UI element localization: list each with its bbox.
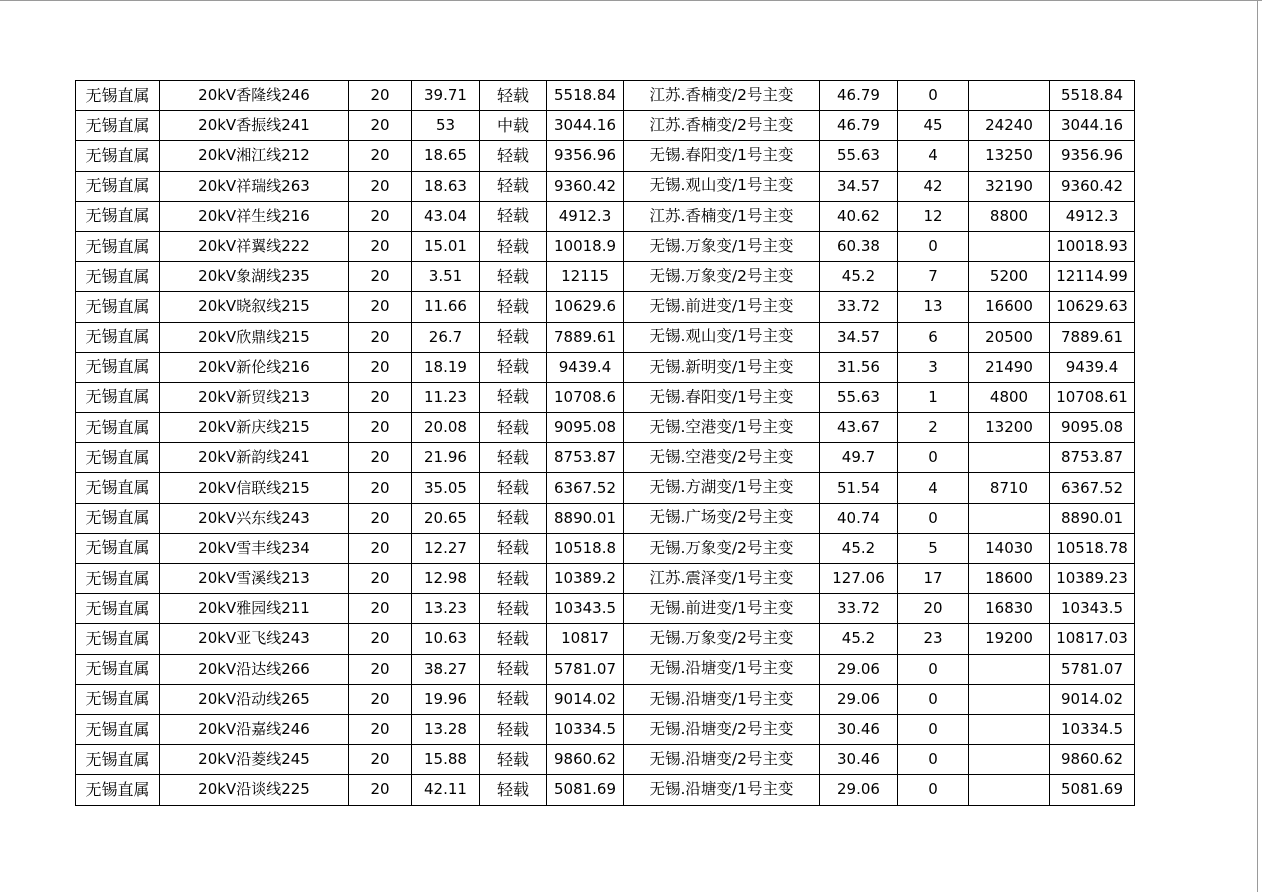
cell-load-rate: 15.01 bbox=[412, 231, 480, 261]
cell-allocated bbox=[969, 503, 1050, 533]
cell-remaining: 9439.4 bbox=[1050, 352, 1135, 382]
cell-voltage: 20 bbox=[349, 171, 412, 201]
cell-transformer: 无锡.万象变/1号主变 bbox=[624, 231, 820, 261]
cell-transformer-load-rate: 45.2 bbox=[820, 262, 898, 292]
cell-load-rate: 11.66 bbox=[412, 292, 480, 322]
cell-voltage: 20 bbox=[349, 81, 412, 111]
cell-load-rate: 53 bbox=[412, 111, 480, 141]
cell-load-rate: 12.98 bbox=[412, 564, 480, 594]
cell-remaining: 5081.69 bbox=[1050, 775, 1135, 805]
table-row bbox=[76, 81, 1135, 111]
cell-count: 4 bbox=[898, 141, 969, 171]
cell-count: 1 bbox=[898, 382, 969, 412]
cell-voltage: 20 bbox=[349, 654, 412, 684]
cell-line-name: 20kV雪丰线234 bbox=[160, 533, 349, 563]
table-row bbox=[76, 473, 1135, 503]
cell-unit: 无锡直属 bbox=[76, 413, 160, 443]
cell-transformer: 江苏.香楠变/2号主变 bbox=[624, 81, 820, 111]
cell-capacity: 10817 bbox=[547, 624, 624, 654]
cell-line-name: 20kV沿嘉线246 bbox=[160, 714, 349, 744]
cell-line-name: 20kV祥翼线222 bbox=[160, 231, 349, 261]
cell-capacity: 10334.5 bbox=[547, 714, 624, 744]
cell-transformer: 无锡.万象变/2号主变 bbox=[624, 624, 820, 654]
cell-line-name: 20kV沿动线265 bbox=[160, 684, 349, 714]
cell-transformer-load-rate: 46.79 bbox=[820, 111, 898, 141]
cell-unit: 无锡直属 bbox=[76, 382, 160, 412]
cell-transformer-load-rate: 45.2 bbox=[820, 533, 898, 563]
cell-remaining: 5518.84 bbox=[1050, 81, 1135, 111]
cell-line-name: 20kV祥生线216 bbox=[160, 201, 349, 231]
cell-count: 0 bbox=[898, 443, 969, 473]
cell-capacity: 9860.62 bbox=[547, 745, 624, 775]
cell-capacity: 10629.6 bbox=[547, 292, 624, 322]
cell-unit: 无锡直属 bbox=[76, 171, 160, 201]
cell-count: 0 bbox=[898, 231, 969, 261]
table-row bbox=[76, 714, 1135, 744]
cell-voltage: 20 bbox=[349, 352, 412, 382]
cell-allocated bbox=[969, 745, 1050, 775]
cell-transformer: 无锡.沿塘变/1号主变 bbox=[624, 775, 820, 805]
cell-remaining: 6367.52 bbox=[1050, 473, 1135, 503]
cell-unit: 无锡直属 bbox=[76, 201, 160, 231]
cell-allocated: 16600 bbox=[969, 292, 1050, 322]
cell-load-rate: 20.65 bbox=[412, 503, 480, 533]
cell-voltage: 20 bbox=[349, 413, 412, 443]
cell-capacity: 10708.6 bbox=[547, 382, 624, 412]
cell-allocated bbox=[969, 684, 1050, 714]
cell-unit: 无锡直属 bbox=[76, 141, 160, 171]
cell-transformer-load-rate: 31.56 bbox=[820, 352, 898, 382]
cell-load-status: 轻载 bbox=[480, 81, 547, 111]
cell-transformer: 无锡.空港变/2号主变 bbox=[624, 443, 820, 473]
table-row bbox=[76, 745, 1135, 775]
cell-capacity: 10343.5 bbox=[547, 594, 624, 624]
cell-allocated: 5200 bbox=[969, 262, 1050, 292]
cell-remaining: 9095.08 bbox=[1050, 413, 1135, 443]
cell-transformer: 无锡.春阳变/1号主变 bbox=[624, 141, 820, 171]
cell-allocated bbox=[969, 654, 1050, 684]
cell-load-rate: 42.11 bbox=[412, 775, 480, 805]
table-row bbox=[76, 322, 1135, 352]
cell-remaining: 10334.5 bbox=[1050, 714, 1135, 744]
cell-load-rate: 21.96 bbox=[412, 443, 480, 473]
cell-line-name: 20kV沿谈线225 bbox=[160, 775, 349, 805]
table-row bbox=[76, 352, 1135, 382]
cell-capacity: 9095.08 bbox=[547, 413, 624, 443]
cell-capacity: 10518.8 bbox=[547, 533, 624, 563]
cell-remaining: 10817.03 bbox=[1050, 624, 1135, 654]
cell-count: 0 bbox=[898, 654, 969, 684]
cell-line-name: 20kV象湖线235 bbox=[160, 262, 349, 292]
cell-load-rate: 12.27 bbox=[412, 533, 480, 563]
cell-capacity: 8753.87 bbox=[547, 443, 624, 473]
cell-line-name: 20kV雪溪线213 bbox=[160, 564, 349, 594]
cell-transformer: 无锡.沿塘变/2号主变 bbox=[624, 745, 820, 775]
cell-count: 0 bbox=[898, 81, 969, 111]
cell-unit: 无锡直属 bbox=[76, 775, 160, 805]
cell-allocated: 14030 bbox=[969, 533, 1050, 563]
table-row bbox=[76, 231, 1135, 261]
cell-transformer-load-rate: 40.74 bbox=[820, 503, 898, 533]
cell-voltage: 20 bbox=[349, 262, 412, 292]
cell-transformer: 无锡.前进变/1号主变 bbox=[624, 594, 820, 624]
cell-allocated: 8800 bbox=[969, 201, 1050, 231]
cell-count: 6 bbox=[898, 322, 969, 352]
cell-transformer: 无锡.方湖变/1号主变 bbox=[624, 473, 820, 503]
cell-remaining: 8753.87 bbox=[1050, 443, 1135, 473]
cell-count: 4 bbox=[898, 473, 969, 503]
cell-allocated: 8710 bbox=[969, 473, 1050, 503]
cell-count: 0 bbox=[898, 775, 969, 805]
cell-transformer-load-rate: 33.72 bbox=[820, 594, 898, 624]
cell-line-name: 20kV新庆线215 bbox=[160, 413, 349, 443]
cell-load-rate: 18.19 bbox=[412, 352, 480, 382]
cell-transformer: 无锡.沿塘变/2号主变 bbox=[624, 714, 820, 744]
cell-remaining: 8890.01 bbox=[1050, 503, 1135, 533]
table-row bbox=[76, 382, 1135, 412]
cell-load-rate: 38.27 bbox=[412, 654, 480, 684]
cell-unit: 无锡直属 bbox=[76, 654, 160, 684]
cell-load-status: 轻载 bbox=[480, 654, 547, 684]
cell-unit: 无锡直属 bbox=[76, 594, 160, 624]
cell-load-rate: 43.04 bbox=[412, 201, 480, 231]
cell-remaining: 10343.5 bbox=[1050, 594, 1135, 624]
table-body bbox=[76, 81, 1135, 806]
cell-voltage: 20 bbox=[349, 775, 412, 805]
cell-transformer-load-rate: 49.7 bbox=[820, 443, 898, 473]
cell-load-rate: 11.23 bbox=[412, 382, 480, 412]
cell-transformer-load-rate: 30.46 bbox=[820, 745, 898, 775]
cell-load-status: 轻载 bbox=[480, 533, 547, 563]
table-row bbox=[76, 775, 1135, 805]
cell-transformer-load-rate: 34.57 bbox=[820, 322, 898, 352]
cell-transformer: 江苏.香楠变/2号主变 bbox=[624, 111, 820, 141]
cell-load-status: 轻载 bbox=[480, 322, 547, 352]
cell-load-status: 轻载 bbox=[480, 171, 547, 201]
cell-line-name: 20kV兴东线243 bbox=[160, 503, 349, 533]
cell-count: 45 bbox=[898, 111, 969, 141]
cell-load-rate: 26.7 bbox=[412, 322, 480, 352]
cell-load-status: 轻载 bbox=[480, 352, 547, 382]
cell-allocated: 13200 bbox=[969, 413, 1050, 443]
cell-line-name: 20kV新韵线241 bbox=[160, 443, 349, 473]
cell-count: 0 bbox=[898, 745, 969, 775]
cell-transformer: 无锡.观山变/1号主变 bbox=[624, 171, 820, 201]
cell-line-name: 20kV晓叙线215 bbox=[160, 292, 349, 322]
cell-voltage: 20 bbox=[349, 382, 412, 412]
cell-count: 20 bbox=[898, 594, 969, 624]
cell-remaining: 12114.99 bbox=[1050, 262, 1135, 292]
cell-voltage: 20 bbox=[349, 111, 412, 141]
cell-voltage: 20 bbox=[349, 564, 412, 594]
cell-load-rate: 20.08 bbox=[412, 413, 480, 443]
cell-capacity: 3044.16 bbox=[547, 111, 624, 141]
cell-transformer: 无锡.万象变/2号主变 bbox=[624, 262, 820, 292]
cell-remaining: 9360.42 bbox=[1050, 171, 1135, 201]
cell-count: 42 bbox=[898, 171, 969, 201]
cell-remaining: 9356.96 bbox=[1050, 141, 1135, 171]
cell-transformer: 无锡.前进变/1号主变 bbox=[624, 292, 820, 322]
cell-allocated: 24240 bbox=[969, 111, 1050, 141]
cell-load-rate: 13.23 bbox=[412, 594, 480, 624]
feeder-load-table bbox=[75, 80, 1135, 806]
cell-line-name: 20kV雅园线211 bbox=[160, 594, 349, 624]
cell-transformer-load-rate: 29.06 bbox=[820, 684, 898, 714]
cell-capacity: 5081.69 bbox=[547, 775, 624, 805]
cell-transformer-load-rate: 51.54 bbox=[820, 473, 898, 503]
cell-load-status: 轻载 bbox=[480, 714, 547, 744]
table-row bbox=[76, 141, 1135, 171]
cell-count: 2 bbox=[898, 413, 969, 443]
cell-voltage: 20 bbox=[349, 684, 412, 714]
cell-unit: 无锡直属 bbox=[76, 473, 160, 503]
cell-voltage: 20 bbox=[349, 231, 412, 261]
cell-unit: 无锡直属 bbox=[76, 81, 160, 111]
cell-unit: 无锡直属 bbox=[76, 352, 160, 382]
cell-allocated: 4800 bbox=[969, 382, 1050, 412]
cell-unit: 无锡直属 bbox=[76, 262, 160, 292]
cell-line-name: 20kV香振线241 bbox=[160, 111, 349, 141]
cell-load-status: 轻载 bbox=[480, 745, 547, 775]
cell-count: 3 bbox=[898, 352, 969, 382]
cell-transformer: 江苏.香楠变/1号主变 bbox=[624, 201, 820, 231]
cell-unit: 无锡直属 bbox=[76, 624, 160, 654]
cell-unit: 无锡直属 bbox=[76, 292, 160, 322]
cell-voltage: 20 bbox=[349, 533, 412, 563]
cell-transformer-load-rate: 127.06 bbox=[820, 564, 898, 594]
cell-transformer-load-rate: 29.06 bbox=[820, 775, 898, 805]
table-row bbox=[76, 533, 1135, 563]
table-row bbox=[76, 654, 1135, 684]
cell-load-status: 轻载 bbox=[480, 382, 547, 412]
cell-voltage: 20 bbox=[349, 594, 412, 624]
cell-allocated bbox=[969, 443, 1050, 473]
cell-transformer: 无锡.空港变/1号主变 bbox=[624, 413, 820, 443]
cell-unit: 无锡直属 bbox=[76, 231, 160, 261]
cell-line-name: 20kV湘江线212 bbox=[160, 141, 349, 171]
cell-count: 7 bbox=[898, 262, 969, 292]
cell-load-status: 轻载 bbox=[480, 292, 547, 322]
cell-line-name: 20kV新贸线213 bbox=[160, 382, 349, 412]
table-row bbox=[76, 594, 1135, 624]
cell-capacity: 12115 bbox=[547, 262, 624, 292]
cell-unit: 无锡直属 bbox=[76, 443, 160, 473]
table-row bbox=[76, 292, 1135, 322]
cell-unit: 无锡直属 bbox=[76, 684, 160, 714]
cell-capacity: 9014.02 bbox=[547, 684, 624, 714]
cell-load-rate: 10.63 bbox=[412, 624, 480, 654]
cell-count: 13 bbox=[898, 292, 969, 322]
cell-remaining: 10518.78 bbox=[1050, 533, 1135, 563]
cell-transformer-load-rate: 45.2 bbox=[820, 624, 898, 654]
table-row bbox=[76, 262, 1135, 292]
cell-load-status: 轻载 bbox=[480, 594, 547, 624]
cell-transformer: 无锡.沿塘变/1号主变 bbox=[624, 684, 820, 714]
cell-load-status: 中载 bbox=[480, 111, 547, 141]
cell-load-status: 轻载 bbox=[480, 684, 547, 714]
table-row bbox=[76, 624, 1135, 654]
cell-voltage: 20 bbox=[349, 201, 412, 231]
cell-load-rate: 39.71 bbox=[412, 81, 480, 111]
cell-unit: 无锡直属 bbox=[76, 745, 160, 775]
cell-transformer-load-rate: 30.46 bbox=[820, 714, 898, 744]
cell-remaining: 10708.61 bbox=[1050, 382, 1135, 412]
cell-transformer-load-rate: 34.57 bbox=[820, 171, 898, 201]
table-row bbox=[76, 684, 1135, 714]
cell-allocated bbox=[969, 81, 1050, 111]
cell-count: 5 bbox=[898, 533, 969, 563]
cell-load-rate: 19.96 bbox=[412, 684, 480, 714]
cell-count: 0 bbox=[898, 714, 969, 744]
cell-capacity: 6367.52 bbox=[547, 473, 624, 503]
cell-voltage: 20 bbox=[349, 443, 412, 473]
cell-allocated: 13250 bbox=[969, 141, 1050, 171]
cell-transformer: 无锡.新明变/1号主变 bbox=[624, 352, 820, 382]
cell-transformer: 无锡.春阳变/1号主变 bbox=[624, 382, 820, 412]
cell-line-name: 20kV祥瑞线263 bbox=[160, 171, 349, 201]
cell-voltage: 20 bbox=[349, 141, 412, 171]
cell-load-status: 轻载 bbox=[480, 262, 547, 292]
cell-capacity: 4912.3 bbox=[547, 201, 624, 231]
cell-line-name: 20kV亚飞线243 bbox=[160, 624, 349, 654]
table-row bbox=[76, 201, 1135, 231]
cell-load-status: 轻载 bbox=[480, 231, 547, 261]
table-row bbox=[76, 443, 1135, 473]
cell-transformer: 无锡.观山变/1号主变 bbox=[624, 322, 820, 352]
cell-line-name: 20kV沿菱线245 bbox=[160, 745, 349, 775]
cell-load-rate: 18.63 bbox=[412, 171, 480, 201]
page-right-border bbox=[1257, 0, 1258, 892]
page-top-border bbox=[0, 0, 1262, 1]
cell-unit: 无锡直属 bbox=[76, 322, 160, 352]
cell-transformer: 江苏.震泽变/1号主变 bbox=[624, 564, 820, 594]
cell-transformer-load-rate: 55.63 bbox=[820, 382, 898, 412]
cell-load-rate: 18.65 bbox=[412, 141, 480, 171]
cell-allocated bbox=[969, 714, 1050, 744]
cell-capacity: 8890.01 bbox=[547, 503, 624, 533]
cell-transformer-load-rate: 55.63 bbox=[820, 141, 898, 171]
cell-load-status: 轻载 bbox=[480, 443, 547, 473]
cell-capacity: 7889.61 bbox=[547, 322, 624, 352]
cell-allocated: 20500 bbox=[969, 322, 1050, 352]
cell-capacity: 9439.4 bbox=[547, 352, 624, 382]
cell-load-status: 轻载 bbox=[480, 201, 547, 231]
cell-unit: 无锡直属 bbox=[76, 503, 160, 533]
cell-allocated: 16830 bbox=[969, 594, 1050, 624]
cell-transformer-load-rate: 40.62 bbox=[820, 201, 898, 231]
cell-voltage: 20 bbox=[349, 322, 412, 352]
cell-line-name: 20kV新伦线216 bbox=[160, 352, 349, 382]
cell-transformer-load-rate: 33.72 bbox=[820, 292, 898, 322]
cell-capacity: 5518.84 bbox=[547, 81, 624, 111]
cell-unit: 无锡直属 bbox=[76, 111, 160, 141]
cell-count: 0 bbox=[898, 503, 969, 533]
cell-load-status: 轻载 bbox=[480, 503, 547, 533]
cell-transformer-load-rate: 46.79 bbox=[820, 81, 898, 111]
cell-capacity: 5781.07 bbox=[547, 654, 624, 684]
table-row bbox=[76, 503, 1135, 533]
cell-load-status: 轻载 bbox=[480, 564, 547, 594]
cell-transformer-load-rate: 43.67 bbox=[820, 413, 898, 443]
cell-load-status: 轻载 bbox=[480, 624, 547, 654]
cell-load-status: 轻载 bbox=[480, 775, 547, 805]
cell-transformer-load-rate: 60.38 bbox=[820, 231, 898, 261]
cell-unit: 无锡直属 bbox=[76, 533, 160, 563]
cell-voltage: 20 bbox=[349, 745, 412, 775]
cell-line-name: 20kV信联线215 bbox=[160, 473, 349, 503]
cell-unit: 无锡直属 bbox=[76, 564, 160, 594]
cell-load-status: 轻载 bbox=[480, 413, 547, 443]
cell-voltage: 20 bbox=[349, 624, 412, 654]
table-row bbox=[76, 171, 1135, 201]
cell-load-status: 轻载 bbox=[480, 473, 547, 503]
cell-remaining: 10629.63 bbox=[1050, 292, 1135, 322]
cell-line-name: 20kV香隆线246 bbox=[160, 81, 349, 111]
cell-capacity: 9360.42 bbox=[547, 171, 624, 201]
cell-capacity: 10389.2 bbox=[547, 564, 624, 594]
cell-load-rate: 3.51 bbox=[412, 262, 480, 292]
cell-count: 0 bbox=[898, 684, 969, 714]
cell-load-rate: 35.05 bbox=[412, 473, 480, 503]
cell-remaining: 5781.07 bbox=[1050, 654, 1135, 684]
cell-capacity: 9356.96 bbox=[547, 141, 624, 171]
cell-remaining: 4912.3 bbox=[1050, 201, 1135, 231]
cell-remaining: 9860.62 bbox=[1050, 745, 1135, 775]
cell-line-name: 20kV沿达线266 bbox=[160, 654, 349, 684]
cell-remaining: 10389.23 bbox=[1050, 564, 1135, 594]
cell-allocated bbox=[969, 775, 1050, 805]
table-row bbox=[76, 413, 1135, 443]
cell-remaining: 7889.61 bbox=[1050, 322, 1135, 352]
cell-remaining: 10018.93 bbox=[1050, 231, 1135, 261]
cell-remaining: 9014.02 bbox=[1050, 684, 1135, 714]
cell-count: 12 bbox=[898, 201, 969, 231]
cell-allocated: 19200 bbox=[969, 624, 1050, 654]
cell-voltage: 20 bbox=[349, 292, 412, 322]
cell-transformer: 无锡.万象变/2号主变 bbox=[624, 533, 820, 563]
cell-count: 17 bbox=[898, 564, 969, 594]
cell-load-status: 轻载 bbox=[480, 141, 547, 171]
table-row bbox=[76, 564, 1135, 594]
cell-transformer: 无锡.沿塘变/1号主变 bbox=[624, 654, 820, 684]
cell-transformer-load-rate: 29.06 bbox=[820, 654, 898, 684]
cell-allocated bbox=[969, 231, 1050, 261]
cell-remaining: 3044.16 bbox=[1050, 111, 1135, 141]
cell-line-name: 20kV欣鼎线215 bbox=[160, 322, 349, 352]
cell-voltage: 20 bbox=[349, 473, 412, 503]
cell-count: 23 bbox=[898, 624, 969, 654]
cell-voltage: 20 bbox=[349, 714, 412, 744]
cell-allocated: 18600 bbox=[969, 564, 1050, 594]
cell-transformer: 无锡.广场变/2号主变 bbox=[624, 503, 820, 533]
cell-capacity: 10018.9 bbox=[547, 231, 624, 261]
table-row bbox=[76, 111, 1135, 141]
cell-unit: 无锡直属 bbox=[76, 714, 160, 744]
cell-load-rate: 13.28 bbox=[412, 714, 480, 744]
cell-allocated: 21490 bbox=[969, 352, 1050, 382]
cell-allocated: 32190 bbox=[969, 171, 1050, 201]
cell-load-rate: 15.88 bbox=[412, 745, 480, 775]
cell-voltage: 20 bbox=[349, 503, 412, 533]
